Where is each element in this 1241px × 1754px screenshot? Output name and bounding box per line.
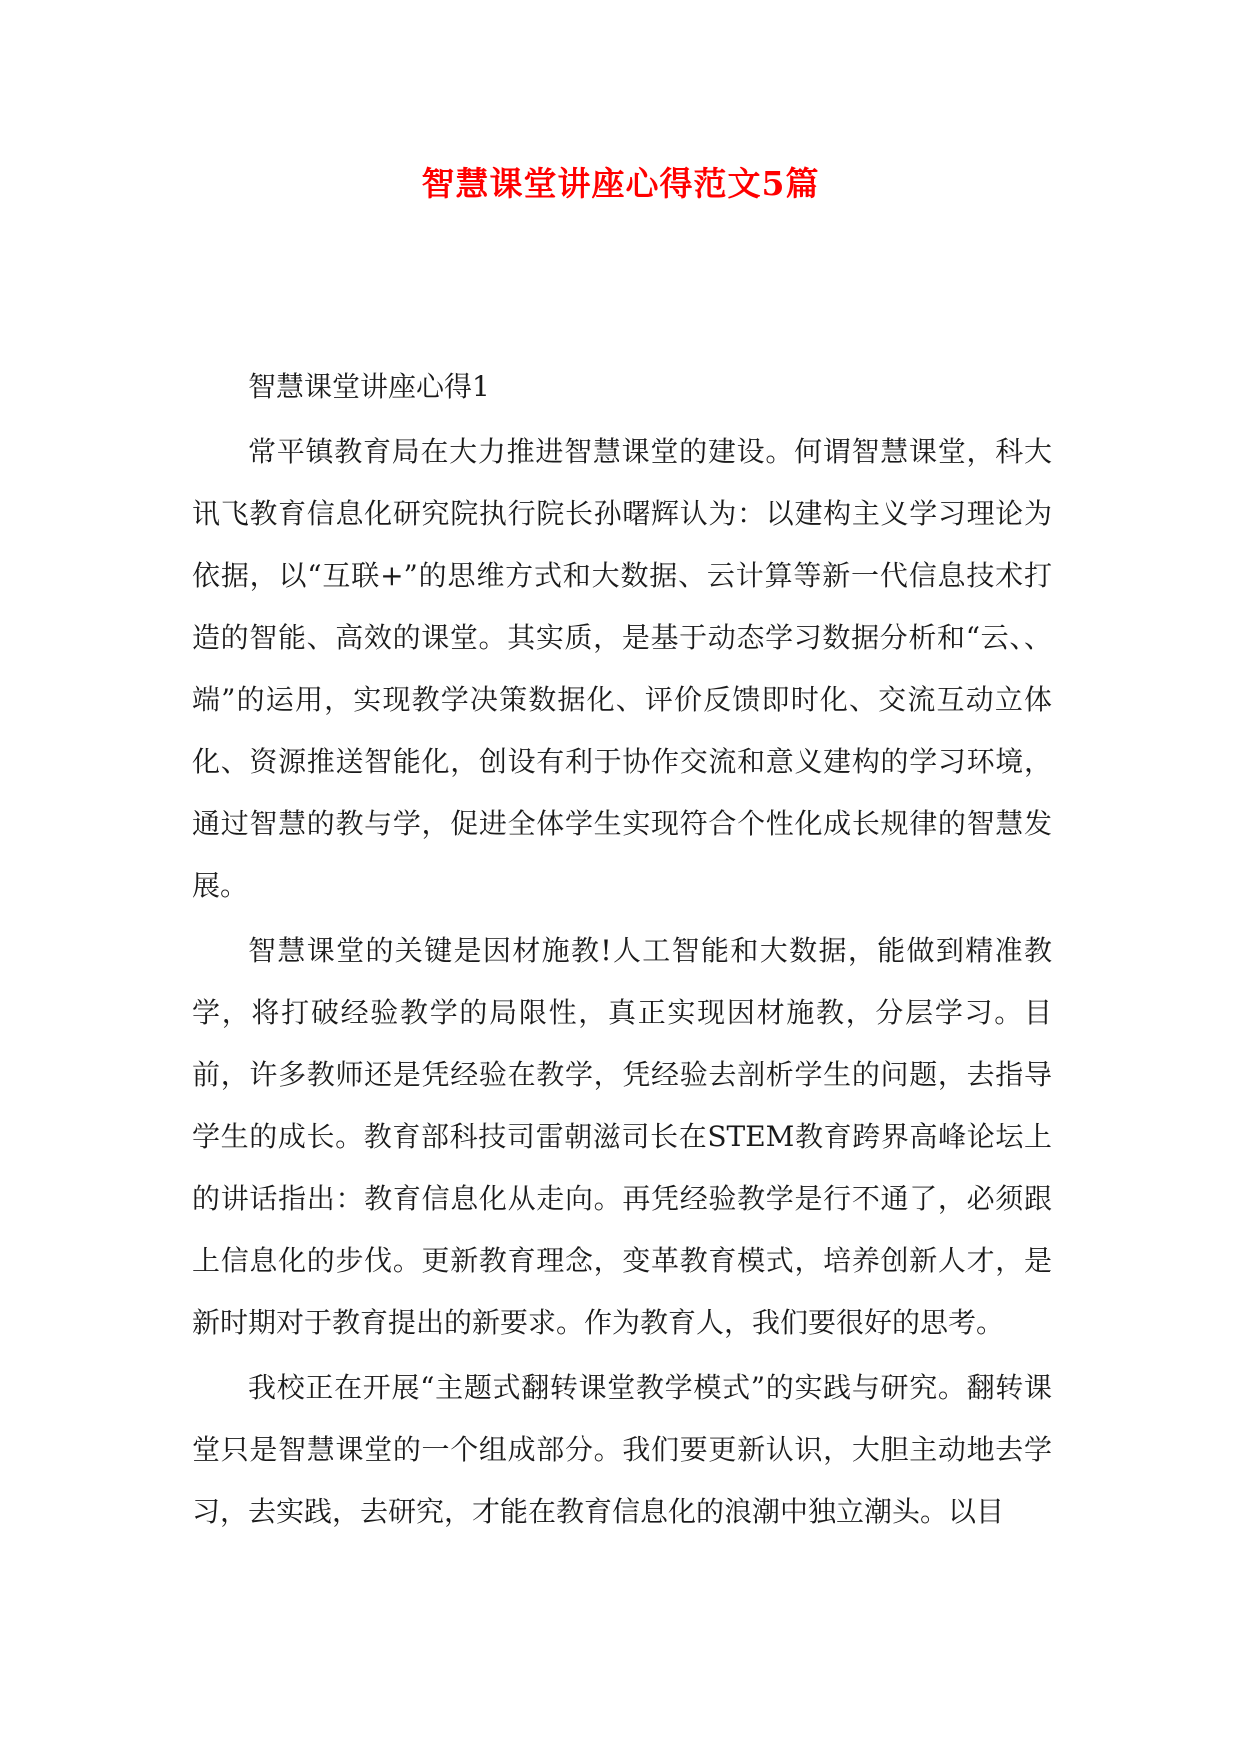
document-title: 智慧课堂讲座心得范文5篇	[421, 164, 820, 203]
body-paragraph: 常平镇教育局在大力推进智慧课堂的建设。何谓智慧课堂，科大讯飞教育信息化研究院执行院长孙曙辉认为：以建构主义学习理论为依据，以“互联+”的思维方式和大数据、云计算等新一代信息技术打造的智能、高效的课堂。其实质，是基于动态学习数据分析和“云、、端”的运用，实现教学决策数据化、评价反馈即时化、交流互动立体化、资源推送智能化，创设有利于协作交流和意义建构的学习环境，通过智慧的教与学，促进全体学生实现符合个性化成长规律的智慧发展。	[192, 435, 1052, 902]
body-paragraph: 智慧课堂的关键是因材施教!人工智能和大数据，能做到精准教学，将打破经验教学的局限性，真正实现因材施教，分层学习。目前，许多教师还是凭经验在教学，凭经验去剖析学生的问题，去指导学生的成长。教育部科技司雷朝滋司长在STEM教育跨界高峰论坛上的讲话指出：教育信息化从走向。再凭经验教学是行不通了，必须跟上信息化的步伐。更新教育理念，变革教育模式，培养创新人才，是新时期对于教育提出的新要求。作为教育人，我们要很好的思考。	[192, 934, 1052, 1339]
body-paragraph: 我校正在开展“主题式翻转课堂教学模式”的实践与研究。翻转课堂只是智慧课堂的一个组成部分。我们要更新认识，大胆主动地去学习，去实践，去研究，才能在教育信息化的浪潮中独立潮头。以目	[192, 1371, 1052, 1528]
document-body	[192, 356, 1052, 1546]
section-heading: 智慧课堂讲座心得1	[248, 370, 490, 403]
